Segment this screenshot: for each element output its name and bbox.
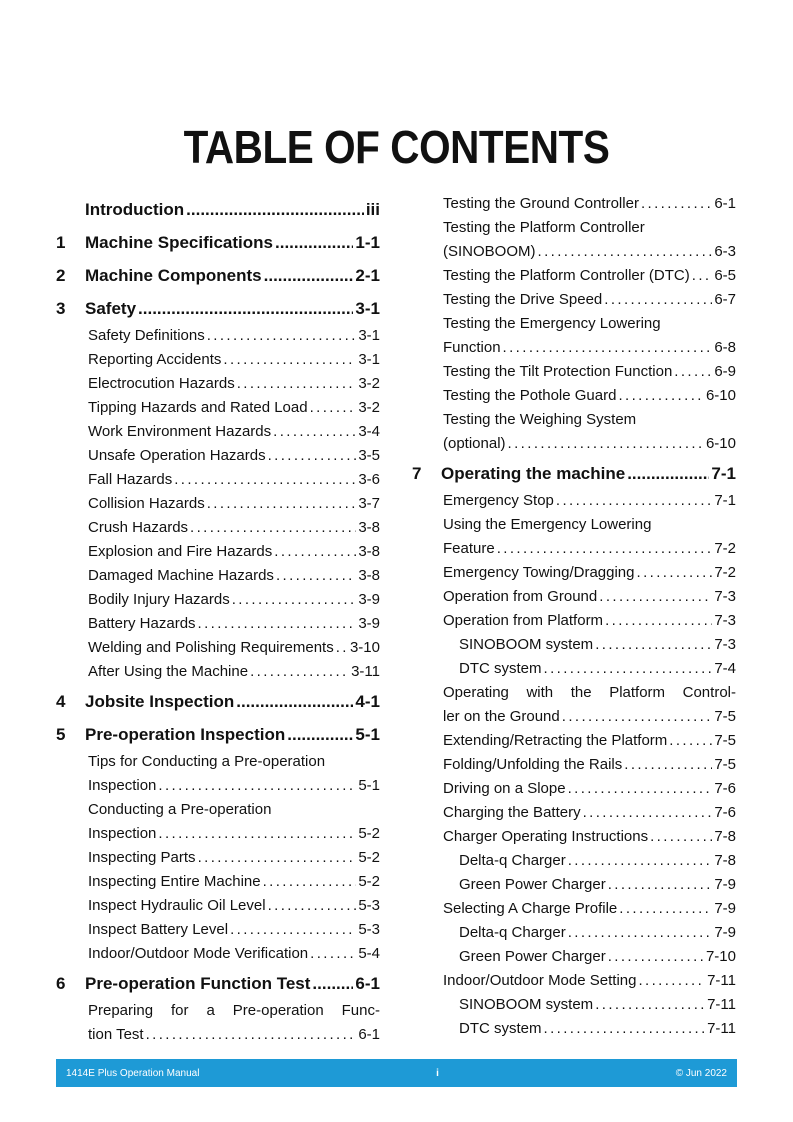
toc-entry-continuation[interactable]: Testing the Emergency Lowering: [443, 315, 661, 332]
toc-page-number: 3-5: [358, 447, 380, 464]
toc-page-number: 7-2: [714, 564, 736, 581]
toc-entry-label: Testing the Platform Controller (DTC): [443, 267, 690, 284]
toc-page-number: 7-3: [714, 588, 736, 605]
toc-entry-label: Electrocution Hazards: [88, 375, 235, 392]
toc-entry-label: Green Power Charger: [459, 948, 606, 965]
dot-leader: [263, 870, 357, 894]
toc-chapter-number: 2: [56, 266, 66, 285]
toc-entry-continuation[interactable]: Testing the Platform Controller: [443, 219, 645, 236]
dot-leader: [562, 705, 713, 729]
dot-leader: [310, 942, 356, 966]
dot-leader: [583, 801, 713, 825]
toc-page-number: 6-1: [358, 1026, 380, 1043]
toc-section-entry[interactable]: [56, 372, 380, 396]
dot-leader: [544, 1017, 706, 1041]
toc-section-entry[interactable]: [412, 801, 736, 825]
dot-leader: [268, 444, 357, 468]
toc-page-number: 3-9: [358, 615, 380, 632]
toc-section-entry[interactable]: [56, 348, 380, 372]
toc-page-number: 7-5: [714, 708, 736, 725]
toc-chapter-entry[interactable]: [56, 293, 380, 324]
toc-page-number: 3-8: [358, 543, 380, 560]
toc-chapter-entry[interactable]: [56, 227, 380, 258]
toc-chapter-entry[interactable]: [56, 260, 380, 291]
dot-leader: [207, 492, 357, 516]
dot-leader: [276, 564, 356, 588]
toc-page-number: 3-1: [358, 327, 380, 344]
toc-entry-label: Inspecting Entire Machine: [88, 873, 261, 890]
toc-section-entry[interactable]: [412, 777, 736, 801]
toc-page-number: 6-7: [714, 291, 736, 308]
toc-entry-label: Damaged Machine Hazards: [88, 567, 274, 584]
toc-section-entry[interactable]: [56, 540, 380, 564]
dot-leader: [287, 719, 353, 750]
toc-entry-label: Inspect Battery Level: [88, 921, 229, 938]
toc-section-entry[interactable]: [56, 612, 380, 636]
toc-entry-label: Crush Hazards: [88, 519, 189, 536]
toc-section-entry[interactable]: [412, 633, 736, 657]
toc-entry-label: Function: [443, 339, 501, 356]
toc-section-entry[interactable]: [56, 444, 380, 468]
toc-chapter-number: 7: [412, 464, 422, 483]
toc-entry-label: Preparing for a Pre-operation Func-: [88, 1002, 380, 1019]
toc-entry-label: Charger Operating Instructions: [443, 828, 649, 845]
dot-leader: [174, 468, 356, 492]
toc-page-number: 7-8: [714, 852, 736, 869]
dot-leader: [637, 561, 713, 585]
toc-entry-label: Safety: [85, 299, 137, 318]
dot-leader: [264, 260, 354, 291]
toc-page-number: 6-8: [714, 339, 736, 356]
toc-entry-label: Operating with the Platform Control-: [443, 684, 736, 701]
dot-leader: [568, 777, 713, 801]
toc-section-entry[interactable]: [412, 432, 736, 456]
toc-chapter-number: 3: [56, 299, 66, 318]
toc-entry-label: Collision Hazards: [88, 495, 205, 512]
toc-section-entry[interactable]: [56, 492, 380, 516]
toc-entry-label: Bodily Injury Hazards: [88, 591, 230, 608]
toc-entry-label: (SINOBOOM): [443, 243, 536, 260]
dot-leader: [595, 993, 705, 1017]
toc-entry-label: Inspection: [88, 777, 157, 794]
toc-chapter-entry[interactable]: [56, 968, 380, 999]
toc-page-number: 6-3: [714, 243, 736, 260]
toc-entry-continuation[interactable]: [412, 681, 736, 705]
toc-entry-label: Testing the Drive Speed: [443, 291, 603, 308]
toc-page-number: 5-2: [358, 849, 380, 866]
toc-page-number: 7-8: [714, 828, 736, 845]
toc-page-number: 7-11: [707, 972, 736, 989]
dot-leader: [138, 293, 353, 324]
toc-page-number: 6-1: [355, 974, 380, 993]
toc-entry-continuation[interactable]: [56, 999, 380, 1023]
dot-leader: [605, 609, 712, 633]
toc-section-entry[interactable]: [412, 264, 736, 288]
dot-leader: [674, 360, 712, 384]
toc-column-left: [56, 192, 380, 1047]
dot-leader: [250, 660, 349, 684]
toc-page-number: 1-1: [355, 233, 380, 252]
toc-section-entry[interactable]: [412, 729, 736, 753]
toc-page-number: 2-1: [355, 266, 380, 285]
toc-page-number: 3-10: [349, 639, 380, 656]
toc-section-entry[interactable]: [412, 873, 736, 897]
toc-entry-label: Testing the Pothole Guard: [443, 387, 617, 404]
toc-entry-label: SINOBOOM system: [459, 996, 594, 1013]
toc-section-entry[interactable]: [56, 822, 380, 846]
toc-section-entry[interactable]: [412, 537, 736, 561]
toc-entry-label: Welding and Polishing Requirements: [88, 639, 334, 656]
page-footer: [56, 1059, 737, 1087]
toc-entry-label: ler on the Ground: [443, 708, 560, 725]
dot-leader: [503, 336, 713, 360]
toc-chapter-number: 6: [56, 974, 66, 993]
toc-page-number: 7-11: [707, 996, 736, 1013]
toc-section-entry[interactable]: [56, 564, 380, 588]
toc-page-number: 7-9: [714, 876, 736, 893]
dot-leader: [207, 324, 357, 348]
toc-page-number: 7-1: [714, 492, 736, 509]
toc-page-number: 7-4: [714, 660, 736, 677]
toc-entry-label: Delta-q Charger: [459, 852, 566, 869]
toc-section-entry[interactable]: [56, 918, 380, 942]
toc-entry-label: Unsafe Operation Hazards: [88, 447, 266, 464]
toc-entry-label: Jobsite Inspection: [85, 692, 235, 711]
toc-page-number: 5-3: [358, 921, 380, 938]
toc-section-entry[interactable]: [412, 1017, 736, 1041]
toc-page-number: 5-1: [355, 725, 380, 744]
toc-entry-label: Selecting A Charge Profile: [443, 900, 618, 917]
footer-date: © Jun 2022: [675, 1067, 727, 1079]
dot-leader: [568, 849, 713, 873]
toc-section-entry[interactable]: [56, 468, 380, 492]
toc-section-entry[interactable]: [412, 945, 736, 969]
toc-page-number: 6-10: [705, 387, 736, 404]
toc-entry-label: Delta-q Charger: [459, 924, 566, 941]
toc-section-entry[interactable]: [412, 240, 736, 264]
toc-page-number: 7-3: [714, 612, 736, 629]
toc-entry-label: Pre-operation Function Test: [85, 974, 311, 993]
toc-section-entry[interactable]: [412, 609, 736, 633]
toc-entry-label: After Using the Machine: [88, 663, 249, 680]
toc-page-number: 6-10: [705, 435, 736, 452]
page-title: TABLE OF CONTENTS: [183, 121, 610, 173]
toc-entry-label: DTC system: [459, 660, 542, 677]
toc-page-number: 3-1: [355, 299, 380, 318]
toc-entry-label: Inspection: [88, 825, 157, 842]
toc-chapter-entry[interactable]: [56, 719, 380, 750]
toc-entry-label: Charging the Battery: [443, 804, 581, 821]
dot-leader: [310, 396, 357, 420]
toc-page-number: 7-5: [714, 756, 736, 773]
toc-chapter-number: 4: [56, 692, 66, 711]
dot-leader: [641, 192, 712, 216]
dot-leader: [568, 921, 713, 945]
footer-manual-name: 1414E Plus Operation Manual: [66, 1067, 200, 1079]
dot-leader: [544, 657, 713, 681]
toc-page-number: 5-1: [358, 777, 380, 794]
toc-section-entry[interactable]: [56, 894, 380, 918]
toc-page-number: 3-1: [358, 351, 380, 368]
toc-section-entry[interactable]: [412, 705, 736, 729]
toc-section-entry[interactable]: [56, 516, 380, 540]
toc-section-entry[interactable]: [412, 384, 736, 408]
toc-page-number: 3-6: [358, 471, 380, 488]
toc-entry-label: Operating the machine: [441, 464, 626, 483]
toc-entry-label: Operation from Ground: [443, 588, 598, 605]
toc-section-entry[interactable]: [56, 774, 380, 798]
toc-section-entry[interactable]: [412, 489, 736, 513]
toc-section-entry[interactable]: [412, 753, 736, 777]
toc-section-entry[interactable]: [412, 192, 736, 216]
toc-section-entry[interactable]: [412, 336, 736, 360]
toc-entry-label: Emergency Towing/Dragging: [443, 564, 635, 581]
toc-entry-label: Testing the Ground Controller: [443, 195, 639, 212]
toc-entry-label: Indoor/Outdoor Mode Verification: [88, 945, 309, 962]
toc-entry-label: Indoor/Outdoor Mode Setting: [443, 972, 637, 989]
dot-leader: [599, 585, 712, 609]
toc-page-number: 5-3: [358, 897, 380, 914]
toc-page-number: 7-9: [714, 900, 736, 917]
dot-leader: [237, 372, 357, 396]
toc-page-number: 3-9: [358, 591, 380, 608]
dot-leader: [273, 420, 356, 444]
toc-entry-label: Folding/Unfolding the Rails: [443, 756, 623, 773]
toc-section-entry[interactable]: [56, 846, 380, 870]
toc-chapter-entry[interactable]: [56, 686, 380, 717]
toc-page-number: 7-9: [714, 924, 736, 941]
toc-entry-label: Reporting Accidents: [88, 351, 222, 368]
toc-page-number: 6-5: [714, 267, 736, 284]
toc-page-number: 3-2: [358, 399, 380, 416]
dot-leader: [604, 288, 712, 312]
toc-section-entry[interactable]: [412, 921, 736, 945]
toc-chapter-entry[interactable]: [56, 194, 380, 225]
toc-entry-label: Inspecting Parts: [88, 849, 196, 866]
toc-section-entry[interactable]: [56, 1023, 380, 1047]
toc-section-entry[interactable]: [412, 969, 736, 993]
toc-page-number: 7-10: [705, 948, 736, 965]
dot-leader: [556, 489, 712, 513]
toc-entry-label: Tipping Hazards and Rated Load: [88, 399, 308, 416]
dot-leader: [312, 968, 353, 999]
dot-leader: [692, 264, 713, 288]
toc-section-entry[interactable]: [412, 657, 736, 681]
toc-entry-label: SINOBOOM system: [459, 636, 594, 653]
toc-section-entry[interactable]: [56, 870, 380, 894]
toc-section-entry[interactable]: [412, 849, 736, 873]
toc-section-entry[interactable]: [56, 588, 380, 612]
toc-page-number: 7-1: [711, 464, 736, 483]
dot-leader: [236, 686, 353, 717]
dot-leader: [336, 636, 348, 660]
dot-leader: [230, 918, 356, 942]
toc-column-right: [412, 192, 736, 1041]
toc-page-number: 3-8: [358, 567, 380, 584]
dot-leader: [186, 194, 364, 225]
toc-section-entry[interactable]: [412, 993, 736, 1017]
toc-entry-label: Safety Definitions: [88, 327, 205, 344]
toc-page-number: iii: [365, 200, 380, 219]
toc-page-number: 5-4: [358, 945, 380, 962]
dot-leader: [608, 945, 704, 969]
toc-chapter-entry[interactable]: [412, 458, 736, 489]
toc-entry-label: Battery Hazards: [88, 615, 196, 632]
toc-entry-continuation[interactable]: Using the Emergency Lowering: [443, 516, 652, 533]
dot-leader: [619, 897, 712, 921]
toc-entry-label: Feature: [443, 540, 495, 557]
toc-section-entry[interactable]: [412, 897, 736, 921]
footer-page-number: i: [436, 1067, 439, 1079]
toc-entry-label: Work Environment Hazards: [88, 423, 272, 440]
dot-leader: [275, 227, 353, 258]
toc-page-number: 3-2: [358, 375, 380, 392]
toc-entry-label: tion Test: [88, 1026, 144, 1043]
toc-page-number: 7-3: [714, 636, 736, 653]
toc-entry-label: Explosion and Fire Hazards: [88, 543, 273, 560]
toc-section-entry[interactable]: [56, 660, 380, 684]
toc-entry-label: Pre-operation Inspection: [85, 725, 286, 744]
dot-leader: [497, 537, 713, 561]
toc-section-entry[interactable]: [56, 396, 380, 420]
toc-section-entry[interactable]: [56, 324, 380, 348]
toc-page-number: 3-8: [358, 519, 380, 536]
toc-chapter-number: 1: [56, 233, 66, 252]
dot-leader: [198, 846, 357, 870]
dot-leader: [190, 516, 356, 540]
toc-section-entry[interactable]: [56, 942, 380, 966]
toc-entry-label: Driving on a Slope: [443, 780, 566, 797]
toc-section-entry[interactable]: [56, 420, 380, 444]
toc-section-entry[interactable]: [56, 636, 380, 660]
toc-page-number: 7-5: [714, 732, 736, 749]
toc-entry-label: Operation from Platform: [443, 612, 604, 629]
toc-page-number: 7-2: [714, 540, 736, 557]
dot-leader: [618, 384, 704, 408]
toc-page-number: 5-2: [358, 873, 380, 890]
toc-entry-continuation[interactable]: Tips for Conducting a Pre-operation: [88, 753, 326, 770]
toc-entry-label: Machine Specifications: [85, 233, 273, 252]
dot-leader: [274, 540, 356, 564]
toc-page-number: 4-1: [355, 692, 380, 711]
toc-entry-label: Fall Hazards: [88, 471, 173, 488]
toc-entry-label: Testing the Tilt Protection Function: [443, 363, 673, 380]
toc-entry-continuation[interactable]: Testing the Weighing System: [443, 411, 637, 428]
dot-leader: [650, 825, 712, 849]
toc-page-number: 3-11: [351, 663, 380, 680]
dot-leader: [146, 1023, 357, 1047]
toc-section-entry[interactable]: [412, 360, 736, 384]
toc-page-number: 3-4: [358, 423, 380, 440]
toc-section-entry[interactable]: [412, 585, 736, 609]
toc-entry-label: Machine Components: [85, 266, 262, 285]
toc-entry-label: Emergency Stop: [443, 492, 554, 509]
toc-section-entry[interactable]: [412, 825, 736, 849]
dot-leader: [198, 612, 357, 636]
toc-page-number: 3-7: [358, 495, 380, 512]
toc-section-entry[interactable]: [412, 288, 736, 312]
dot-leader: [638, 969, 705, 993]
toc-entry-continuation[interactable]: Conducting a Pre-operation: [88, 801, 272, 818]
dot-leader: [508, 432, 704, 456]
toc-page-number: 6-1: [714, 195, 736, 212]
toc-page-number: 5-2: [358, 825, 380, 842]
toc-page-number: 7-6: [714, 804, 736, 821]
dot-leader: [669, 729, 712, 753]
dot-leader: [608, 873, 713, 897]
dot-leader: [158, 822, 356, 846]
toc-entry-label: Inspect Hydraulic Oil Level: [88, 897, 266, 914]
dot-leader: [627, 458, 709, 489]
toc-entry-label: (optional): [443, 435, 506, 452]
dot-leader: [232, 588, 357, 612]
toc-section-entry[interactable]: [412, 561, 736, 585]
toc-entry-label: Green Power Charger: [459, 876, 606, 893]
toc-entry-label: DTC system: [459, 1020, 542, 1037]
dot-leader: [158, 774, 356, 798]
dot-leader: [624, 753, 712, 777]
dot-leader: [223, 348, 356, 372]
dot-leader: [268, 894, 357, 918]
toc-page-number: 7-11: [707, 1020, 736, 1037]
toc-page-number: 6-9: [714, 363, 736, 380]
toc-page-number: 7-6: [714, 780, 736, 797]
toc-entry-label: Introduction: [85, 200, 185, 219]
toc-entry-label: Extending/Retracting the Platform: [443, 732, 668, 749]
dot-leader: [595, 633, 712, 657]
dot-leader: [538, 240, 713, 264]
toc-chapter-number: 5: [56, 725, 66, 744]
